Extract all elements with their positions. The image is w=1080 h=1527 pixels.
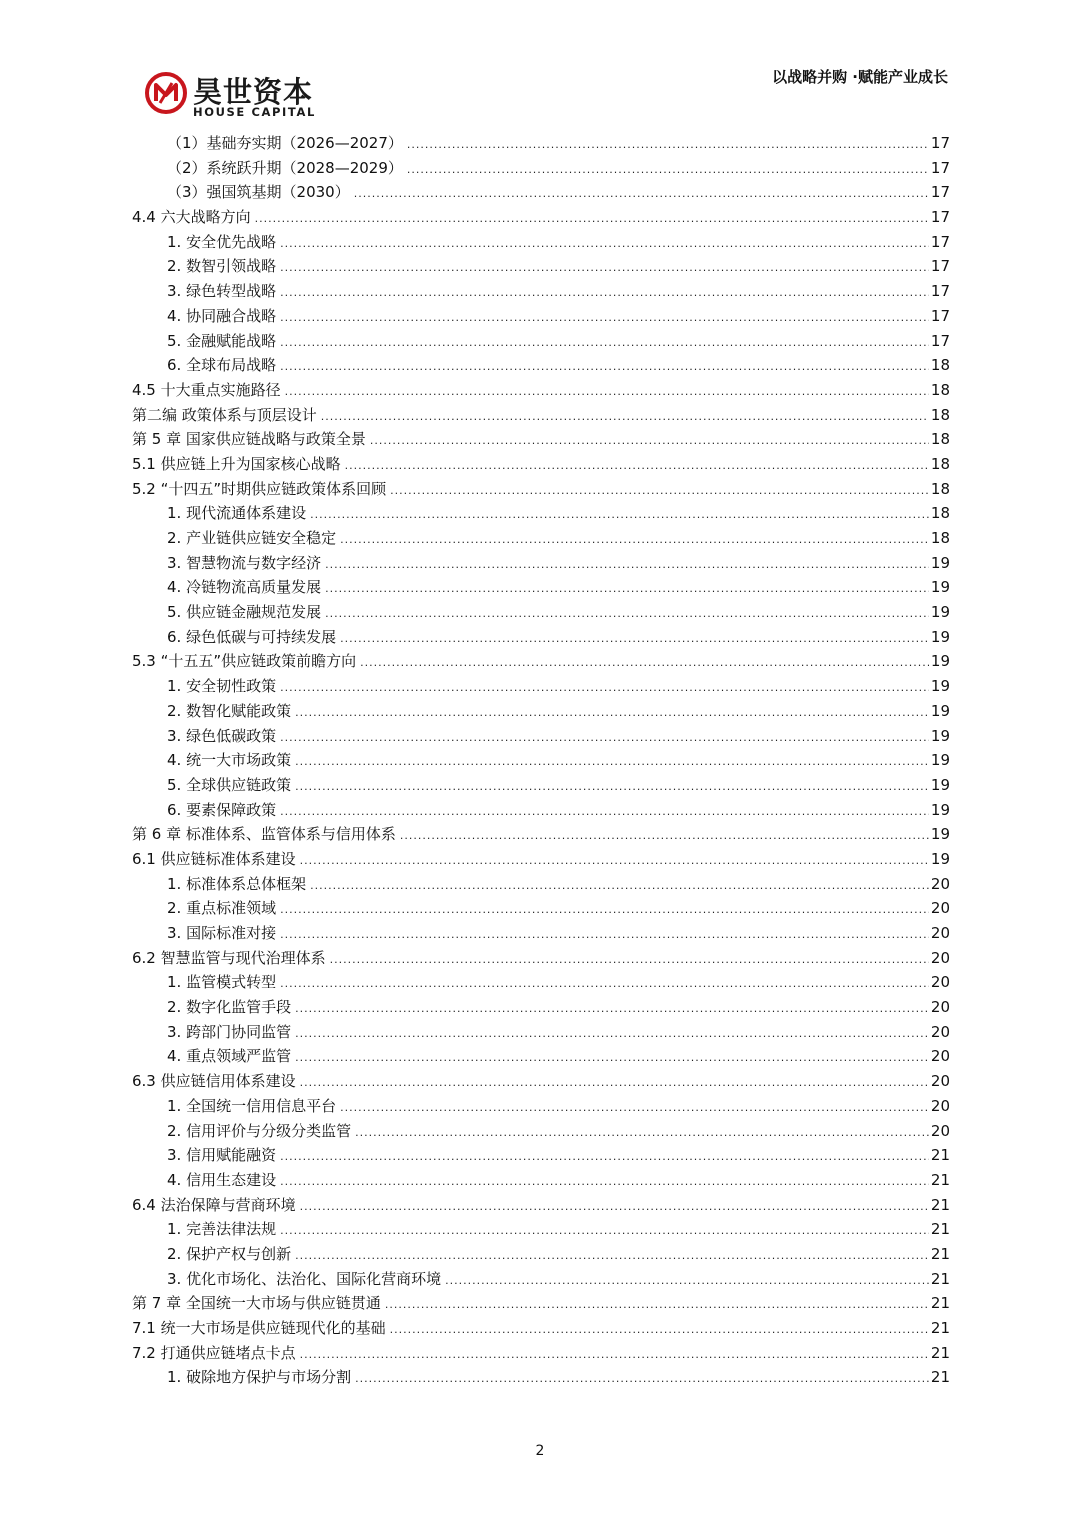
toc-dot-leader	[295, 701, 929, 726]
toc-entry[interactable]	[132, 995, 950, 1020]
toc-entry-page: 21	[930, 1244, 950, 1263]
toc-dot-leader	[280, 676, 929, 701]
toc-entry-page: 19	[930, 849, 950, 868]
toc-entry[interactable]	[132, 970, 950, 995]
toc-entry-page: 19	[930, 677, 950, 696]
toc-entry[interactable]	[132, 230, 950, 255]
toc-entry-page: 19	[930, 578, 950, 597]
toc-entry-title: 5.2 “十四五”时期供应链政策体系回顾	[132, 479, 387, 498]
toc-entry[interactable]	[132, 946, 950, 971]
toc-dot-leader	[280, 726, 929, 751]
toc-entry-title: 4.5 十大重点实施路径	[132, 380, 281, 399]
logo-english-name: HOUSE CAPITAL	[193, 105, 316, 119]
toc-dot-leader	[280, 232, 929, 257]
toc-dot-leader	[445, 1269, 929, 1294]
toc-entry[interactable]	[132, 896, 950, 921]
toc-entry[interactable]	[132, 156, 950, 181]
toc-entry-title: 2. 产业链供应链安全稳定	[167, 529, 337, 547]
toc-entry-title: 3. 优化市场化、法治化、国际化营商环境	[167, 1269, 442, 1288]
toc-entry[interactable]	[132, 1069, 950, 1094]
toc-entry-page: 20	[930, 924, 950, 942]
toc-entry-page: 20	[930, 874, 950, 893]
toc-entry-page: 21	[930, 1294, 950, 1313]
toc-dot-leader	[280, 898, 929, 923]
toc-entry-title: 2. 重点标准领域	[167, 899, 277, 918]
toc-entry-page: 18	[930, 430, 950, 449]
toc-entry-page: 17	[930, 183, 950, 202]
toc-dot-leader	[390, 1318, 929, 1343]
toc-entry[interactable]	[132, 477, 950, 502]
toc-entry[interactable]	[132, 822, 950, 847]
toc-entry-page: 18	[930, 454, 950, 473]
toc-dot-leader	[345, 454, 929, 479]
toc-entry[interactable]	[132, 304, 950, 329]
toc-entry-page: 18	[930, 380, 950, 399]
page-number: 2	[535, 1443, 545, 1459]
toc-entry[interactable]	[132, 254, 950, 279]
toc-dot-leader	[360, 651, 929, 676]
toc-entry[interactable]	[132, 1044, 950, 1069]
toc-entry-page: 20	[930, 1096, 950, 1115]
toc-entry[interactable]	[132, 1168, 950, 1193]
toc-entry[interactable]	[132, 1094, 950, 1119]
toc-entry[interactable]	[132, 1119, 950, 1144]
house-capital-logo-icon	[145, 72, 187, 114]
toc-dot-leader	[310, 503, 929, 528]
toc-dot-leader	[355, 1121, 929, 1146]
toc-dot-leader	[280, 256, 929, 281]
toc-entry-page: 20	[930, 899, 950, 918]
toc-entry[interactable]	[132, 674, 950, 699]
toc-entry[interactable]	[132, 526, 950, 551]
toc-dot-leader	[385, 1293, 929, 1318]
toc-entry[interactable]	[132, 131, 950, 156]
toc-entry-title: 1. 安全优先战略	[167, 232, 277, 251]
toc-dot-leader	[280, 355, 929, 380]
toc-dot-leader	[340, 627, 929, 652]
toc-entry-page: 19	[930, 775, 950, 794]
toc-entry-page: 18	[930, 356, 950, 375]
toc-entry-title: 1. 现代流通体系建设	[167, 504, 307, 523]
toc-dot-leader	[355, 1367, 929, 1392]
toc-dot-leader	[300, 1343, 929, 1368]
toc-dot-leader	[280, 1170, 929, 1195]
toc-entry-title: 1. 全国统一信用信息平台	[167, 1096, 337, 1115]
toc-entry-page: 21	[930, 1146, 950, 1165]
toc-entry-page: 19	[930, 825, 950, 844]
toc-entry-page: 21	[930, 1220, 950, 1239]
header-slogan: 以战略并购 ·赋能产业成长	[772, 68, 948, 86]
toc-entry-title: 4. 统一大市场政策	[167, 751, 292, 770]
toc-entry[interactable]	[132, 329, 950, 354]
toc-entry-title: 第 6 章 标准体系、监管体系与信用体系	[132, 825, 396, 844]
toc-entry-title: 1. 标准体系总体框架	[167, 874, 307, 893]
toc-entry[interactable]	[132, 798, 950, 823]
toc-entry-title: （2）系统跃升期（2028—2029）	[167, 158, 403, 177]
toc-entry-page: 17	[930, 158, 950, 177]
toc-entry-title: 2. 数智化赋能政策	[167, 701, 292, 720]
toc-entry-page: 21	[930, 1319, 950, 1337]
toc-entry[interactable]	[132, 353, 950, 378]
toc-entry-title: 6. 要素保障政策	[167, 800, 277, 819]
toc-dot-leader	[255, 207, 929, 232]
toc-dot-leader	[280, 1219, 929, 1244]
toc-dot-leader	[340, 528, 929, 553]
toc-entry-title: 第二编 政策体系与顶层设计	[132, 405, 317, 424]
toc-entry-title: 6. 绿色低碳与可持续发展	[167, 627, 337, 646]
toc-dot-leader	[330, 948, 929, 973]
toc-dot-leader	[295, 1046, 929, 1071]
toc-entry[interactable]	[132, 1316, 950, 1341]
toc-entry-page: 21	[930, 1195, 950, 1214]
toc-dot-leader	[295, 997, 929, 1022]
toc-entry-page: 19	[930, 627, 950, 646]
toc-entry-page: 17	[930, 306, 950, 325]
toc-entry[interactable]	[132, 1267, 950, 1292]
toc-entry[interactable]	[132, 1341, 950, 1366]
toc-dot-leader	[285, 380, 929, 405]
toc-entry-title: 1. 安全韧性政策	[167, 677, 277, 696]
toc-entry[interactable]	[132, 575, 950, 600]
toc-entry[interactable]	[132, 600, 950, 625]
toc-entry[interactable]	[132, 649, 950, 674]
toc-dot-leader	[407, 133, 929, 158]
toc-dot-leader	[280, 281, 929, 306]
toc-entry-title: （1）基础夯实期（2026—2027）	[167, 134, 403, 152]
toc-entry-page: 20	[930, 1121, 950, 1140]
toc-entry-page: 19	[930, 751, 950, 770]
toc-entry-title: 5. 全球供应链政策	[167, 775, 292, 794]
toc-entry-title: 4. 信用生态建设	[167, 1170, 277, 1189]
toc-dot-leader	[295, 775, 929, 800]
toc-entry-title: 3. 绿色转型战略	[167, 282, 277, 301]
toc-entry-page: 19	[930, 603, 950, 622]
toc-entry[interactable]	[132, 625, 950, 650]
toc-entry-title: 4. 冷链物流高质量发展	[167, 578, 322, 597]
toc-entry-page: 18	[930, 479, 950, 498]
toc-dot-leader	[280, 972, 929, 997]
toc-entry-title: 7.2 打通供应链堵点卡点	[132, 1343, 296, 1362]
toc-entry-title: 4. 重点领域严监管	[167, 1047, 292, 1066]
toc-dot-leader	[300, 1195, 929, 1220]
toc-entry-page: 17	[930, 134, 950, 152]
toc-dot-leader	[280, 1145, 929, 1170]
toc-entry-page: 20	[930, 1072, 950, 1091]
toc-entry-title: 5.1 供应链上升为国家核心战略	[132, 454, 341, 473]
toc-dot-leader	[407, 158, 929, 183]
toc-entry-page: 19	[930, 553, 950, 572]
toc-entry-page: 18	[930, 529, 950, 547]
toc-entry[interactable]	[132, 205, 950, 230]
toc-entry-title: 2. 保护产权与创新	[167, 1244, 292, 1263]
toc-dot-leader	[325, 553, 929, 578]
toc-entry-title: 3. 绿色低碳政策	[167, 726, 277, 745]
toc-entry[interactable]	[132, 773, 950, 798]
toc-entry-page: 19	[930, 726, 950, 745]
toc-entry-title: 第 5 章 国家供应链战略与政策全景	[132, 430, 366, 449]
toc-entry[interactable]	[132, 378, 950, 403]
toc-dot-leader	[370, 429, 929, 454]
toc-entry-title: 6. 全球布局战略	[167, 356, 277, 375]
toc-entry-page: 20	[930, 973, 950, 992]
toc-dot-leader	[295, 750, 929, 775]
toc-dot-leader	[310, 874, 929, 899]
toc-entry-title: 1. 监管模式转型	[167, 973, 277, 992]
toc-entry-title: 3. 智慧物流与数字经济	[167, 553, 322, 572]
toc-dot-leader	[295, 1244, 929, 1269]
toc-entry[interactable]	[132, 748, 950, 773]
toc-dot-leader	[280, 923, 929, 948]
toc-entry-title: 4.4 六大战略方向	[132, 208, 251, 227]
toc-dot-leader	[300, 1071, 929, 1096]
toc-dot-leader	[325, 602, 929, 627]
toc-entry-title: 2. 数字化监管手段	[167, 998, 292, 1017]
toc-entry[interactable]	[132, 724, 950, 749]
toc-entry-title: 6.1 供应链标准体系建设	[132, 849, 296, 868]
toc-entry-page: 19	[930, 652, 950, 671]
toc-entry-title: 第 7 章 全国统一大市场与供应链贯通	[132, 1294, 381, 1313]
toc-entry-page: 20	[930, 1047, 950, 1066]
toc-dot-leader	[400, 824, 929, 849]
toc-entry-page: 19	[930, 800, 950, 819]
toc-entry[interactable]	[132, 872, 950, 897]
toc-dot-leader	[300, 849, 929, 874]
toc-entry-page: 17	[930, 232, 950, 251]
toc-entry-page: 21	[930, 1368, 950, 1387]
toc-entry[interactable]	[132, 1143, 950, 1168]
toc-entry-title: 3. 信用赋能融资	[167, 1146, 277, 1165]
toc-entry[interactable]	[132, 1020, 950, 1045]
toc-entry-page: 20	[930, 948, 950, 967]
toc-entry-title: 3. 跨部门协同监管	[167, 1022, 292, 1041]
toc-entry-page: 21	[930, 1170, 950, 1189]
house-capital-logo	[145, 72, 315, 122]
toc-entry-page: 21	[930, 1343, 950, 1362]
logo-chinese-name: 昊世资本	[193, 75, 314, 109]
toc-entry-title: 1. 破除地方保护与市场分割	[167, 1368, 352, 1387]
toc-entry[interactable]	[132, 427, 950, 452]
toc-dot-leader	[280, 800, 929, 825]
toc-entry-title: 5. 供应链金融规范发展	[167, 603, 322, 622]
table-of-contents	[132, 131, 950, 1390]
toc-entry-title: 6.2 智慧监管与现代治理体系	[132, 948, 326, 967]
toc-entry[interactable]	[132, 279, 950, 304]
toc-entry[interactable]	[132, 847, 950, 872]
toc-entry-title: 5. 金融赋能战略	[167, 331, 277, 350]
toc-entry-title: （3）强国筑基期（2030）	[167, 183, 350, 202]
toc-entry[interactable]	[132, 403, 950, 428]
toc-entry-page: 17	[930, 257, 950, 276]
toc-dot-leader	[325, 577, 929, 602]
toc-entry-page: 21	[930, 1269, 950, 1288]
toc-dot-leader	[280, 331, 929, 356]
toc-entry[interactable]	[132, 551, 950, 576]
toc-dot-leader	[280, 306, 929, 331]
toc-entry-page: 18	[930, 405, 950, 424]
toc-dot-leader	[295, 1022, 929, 1047]
toc-entry-title: 3. 国际标准对接	[167, 924, 277, 942]
toc-entry[interactable]	[132, 1217, 950, 1242]
toc-entry-page: 18	[930, 504, 950, 523]
toc-entry-title: 1. 完善法律法规	[167, 1220, 277, 1239]
toc-entry[interactable]	[132, 452, 950, 477]
toc-dot-leader	[340, 1096, 929, 1121]
toc-dot-leader	[390, 479, 929, 504]
toc-entry-title: 2. 信用评价与分级分类监管	[167, 1121, 352, 1140]
toc-entry-page: 20	[930, 998, 950, 1017]
toc-entry[interactable]	[132, 921, 950, 946]
toc-dot-leader	[354, 182, 929, 207]
toc-entry[interactable]	[132, 180, 950, 205]
toc-entry-title: 2. 数智引领战略	[167, 257, 277, 276]
toc-dot-leader	[321, 405, 929, 430]
toc-entry-title: 6.4 法治保障与营商环境	[132, 1195, 296, 1214]
toc-entry-page: 20	[930, 1022, 950, 1041]
toc-entry-title: 7.1 统一大市场是供应链现代化的基础	[132, 1319, 386, 1337]
toc-entry-title: 5.3 “十五五”供应链政策前瞻方向	[132, 652, 357, 671]
toc-entry[interactable]	[132, 1365, 950, 1390]
toc-entry[interactable]	[132, 501, 950, 526]
toc-entry[interactable]	[132, 699, 950, 724]
page-header	[0, 0, 1080, 130]
toc-entry-title: 4. 协同融合战略	[167, 306, 277, 325]
toc-entry[interactable]	[132, 1291, 950, 1316]
toc-entry-page: 19	[930, 701, 950, 720]
toc-entry[interactable]	[132, 1193, 950, 1218]
toc-entry-page: 17	[930, 282, 950, 301]
toc-entry-page: 17	[930, 208, 950, 227]
toc-entry-page: 17	[930, 331, 950, 350]
toc-entry-title: 6.3 供应链信用体系建设	[132, 1072, 296, 1091]
toc-entry[interactable]	[132, 1242, 950, 1267]
